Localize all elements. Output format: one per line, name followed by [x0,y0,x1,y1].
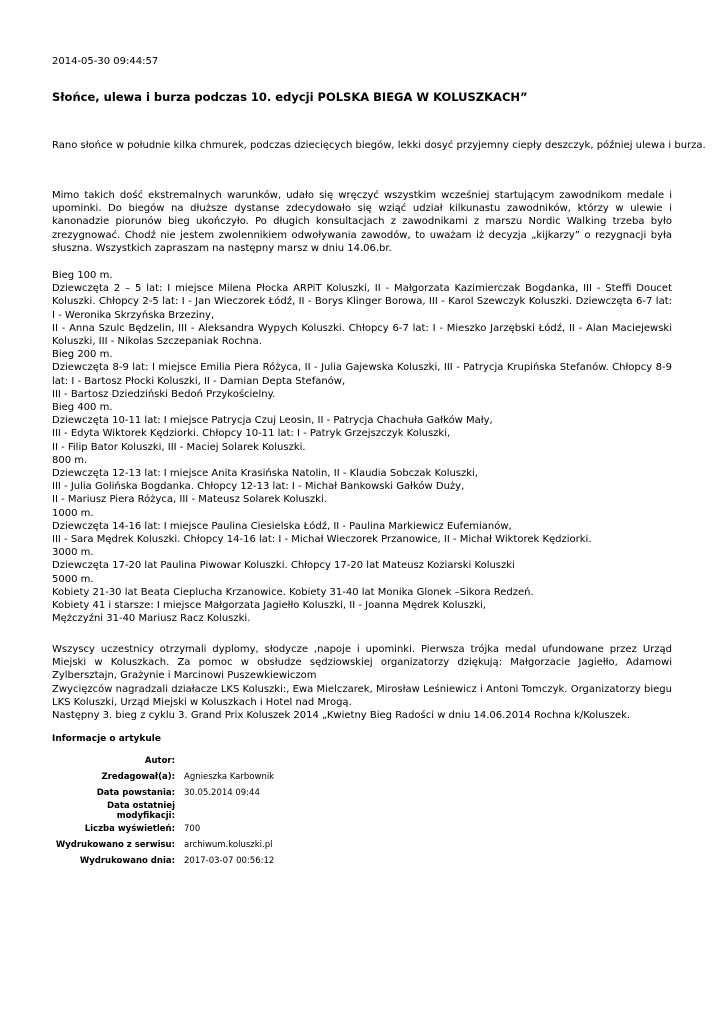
results-line: Kobiety 21-30 lat Beata Cieplucha Krzanowice. Kobiety 31-40 lat Monika Glonek –Sikora Redzeń. [52,586,534,598]
results-line: 3000 m. [52,547,94,559]
article-timestamp: 2014-05-30 09:44:57 [52,56,159,67]
article-info-heading: Informacje o artykule [52,734,161,744]
info-row-editor [52,769,274,785]
info-row-modified [52,801,274,821]
results-line: II - Mariusz Piera Różyca, III - Mateusz Solarek Koluszki. [52,494,327,506]
article-closing [52,683,672,723]
info-label: Wydrukowano dnia: [79,856,175,866]
results-line: II - Filip Bator Koluszki, III - Maciej Solarek Koluszki. [52,441,306,453]
info-row-printed-on [52,853,274,869]
article-paragraph-conditions: Mimo takich dość ekstremalnych warunków, udało się wręczyć wszystkim wcześniej startującym zawodnikom medale i upominki. Do biegów na dłuższe dystanse zdecydowało się wziąć udział kilkunastu zawodników, którzy w ulewie i kanonadzie piorunów bieg ukończyło. Po długich konsultacjach z zawodnikami z marszu Nordic Walking trzeba było zrezygnować. Chodź nie jestem zwolennikiem odwoływania zawodów, to uważam iż decyzja „kijkarzy” o rezygnacji była słuszna. Wszystkich zapraszam na następny marsz w dniu 14.06.br. [52,190,672,254]
info-label: Zredagował(a): [101,772,175,782]
info-row-author [52,753,274,769]
article-paragraph-thanks: Wszyscy uczestnicy otrzymali dyplomy, słodycze ,napoje i upominki. Pierwsza trójka medal ufundowane przez Urząd Miejski w Koluszkach. Za pomoc w obsłudze sędziowskiej organizatorzy dziękują: Małgorzacie Jagiełło, Adamowi Zylbersztajn, Grażynie i Marcinowi Puszewkiewiczom [52,644,672,682]
results-line: Dziewczęta 12-13 lat: I miejsce Anita Krasińska Natolin, II - Klaudia Sobczak Koluszki, [52,468,479,480]
results-line: 5000 m. [52,573,94,585]
info-row-created [52,785,274,801]
info-label: Liczba wyświetleń: [84,824,175,834]
results-line: Dziewczęta 8-9 lat: I miejsce Emilia Piera Różyca, II - Julia Gajewska Koluszki, III - Patrycja Krupińska Stefanów. Chłopcy 8-9 lat: I - Bartosz Płocki Koluszki, II - Damian Depta Stefanów, [52,362,672,387]
info-label: Data ostatniej modyfikacji: [107,801,175,821]
results-line: Bieg 200 m. [52,349,113,361]
results-line: Bieg 100 m. [52,270,113,281]
info-value [184,801,274,821]
results-line: 1000 m. [52,507,94,519]
article-paragraph-awards: Zwycięzców nagradzali działacze LKS Koluszki:, Ewa Mielczarek, Mirosław Leśniewicz i Antoni Tomczyk. Organizatorzy biegu LKS Koluszki, Urząd Miejski w Koluszkach i Hotel nad Mrogą. [52,684,672,709]
results-line: Dziewczęta 10-11 lat: I miejsce Patrycja Czuj Leosin, II - Patrycja Chachuła Gałków Mały, [52,415,493,427]
results-line: II - Anna Szulc Będzelin, III - Aleksandra Wypych Koluszki. Chłopcy 6-7 lat: I - Mieszko Jarzębski Łódź, II - Alan Maciejewski Koluszki, III - Nikolas Szczepaniak Rochna. [52,322,672,348]
article-paragraph-next-race: Następny 3. bieg z cyklu 3. Grand Prix Koluszek 2014 „Kwietny Bieg Radości w dniu 14.06.2014 Rochna k/Koluszek. [52,710,631,722]
results-line: III - Julia Golińska Bogdanka. Chłopcy 12-13 lat: I - Michał Bankowski Gałków Duży, [52,481,465,493]
info-row-views [52,821,274,837]
article-info-table [52,753,274,869]
race-results [52,269,672,625]
results-line: Bieg 400 m. [52,402,113,414]
info-value: 30.05.2014 09:44 [184,788,260,798]
results-line: Dziewczęta 14-16 lat: I miejsce Paulina Ciesielska Łódź, II - Paulina Markiewicz Eufemianów, [52,520,512,532]
info-value: Agnieszka Karbownik [184,772,275,782]
info-value: 700 [184,824,201,834]
results-line: III - Edyta Wiktorek Kędziorki. Chłopcy 10-11 lat: I - Patryk Grzejszczyk Koluszki, [52,428,451,440]
results-line: Dziewczęta 17-20 lat Paulina Piwowar Koluszki. Chłopcy 17-20 lat Mateusz Koziarski Koluszki [52,560,515,572]
info-label: Wydrukowano z serwisu: [55,840,175,850]
info-row-printed-from [52,837,274,853]
info-value: archiwum.koluszki.pl [184,840,273,850]
info-label: Autor: [144,756,175,766]
article-title: Słońce, ulewa i burza podczas 10. edycji POLSKA BIEGA W KOLUSZKACH” [52,90,528,104]
info-value: 2017-03-07 00:56:12 [184,856,275,866]
results-line: 800 m. [52,454,88,466]
results-line: Dziewczęta 2 – 5 lat: I miejsce Milena Płocka ARPiT Koluszki, II - Małgorzata Kazimierczak Bogdanka, III - Steffi Doucet Koluszki. Chłopcy 2-5 lat: I - Jan Wieczorek Łódź, II - Borys Klinger Borowa, III - Karol Szewczyk Koluszki. Dziewczęta 6-7 lat: I - Weronika Skrzyńska Brzeziny, [52,283,672,321]
results-line: Mężczyźni 31-40 Mariusz Racz Koluszki. [52,613,251,625]
info-value [184,753,274,769]
article-lead: Rano słońce w południe kilka chmurek, podczas dziecięcych biegów, lekki dosyć przyjemny ciepły deszczyk, później ulewa i burza. [52,140,706,151]
results-line: Kobiety 41 i starsze: I miejsce Małgorzata Jagiełło Koluszki, II - Joanna Mędrek Koluszki, [52,600,486,612]
results-line: III - Sara Mędrek Koluszki. Chłopcy 14-16 lat: I - Michał Wieczorek Przanowice, II - Michał Wiktorek Kędziorki. [52,534,592,546]
results-line: III - Bartosz Dziedziński Bedoń Przykościelny. [52,388,276,400]
info-label: Data powstania: [96,788,175,798]
